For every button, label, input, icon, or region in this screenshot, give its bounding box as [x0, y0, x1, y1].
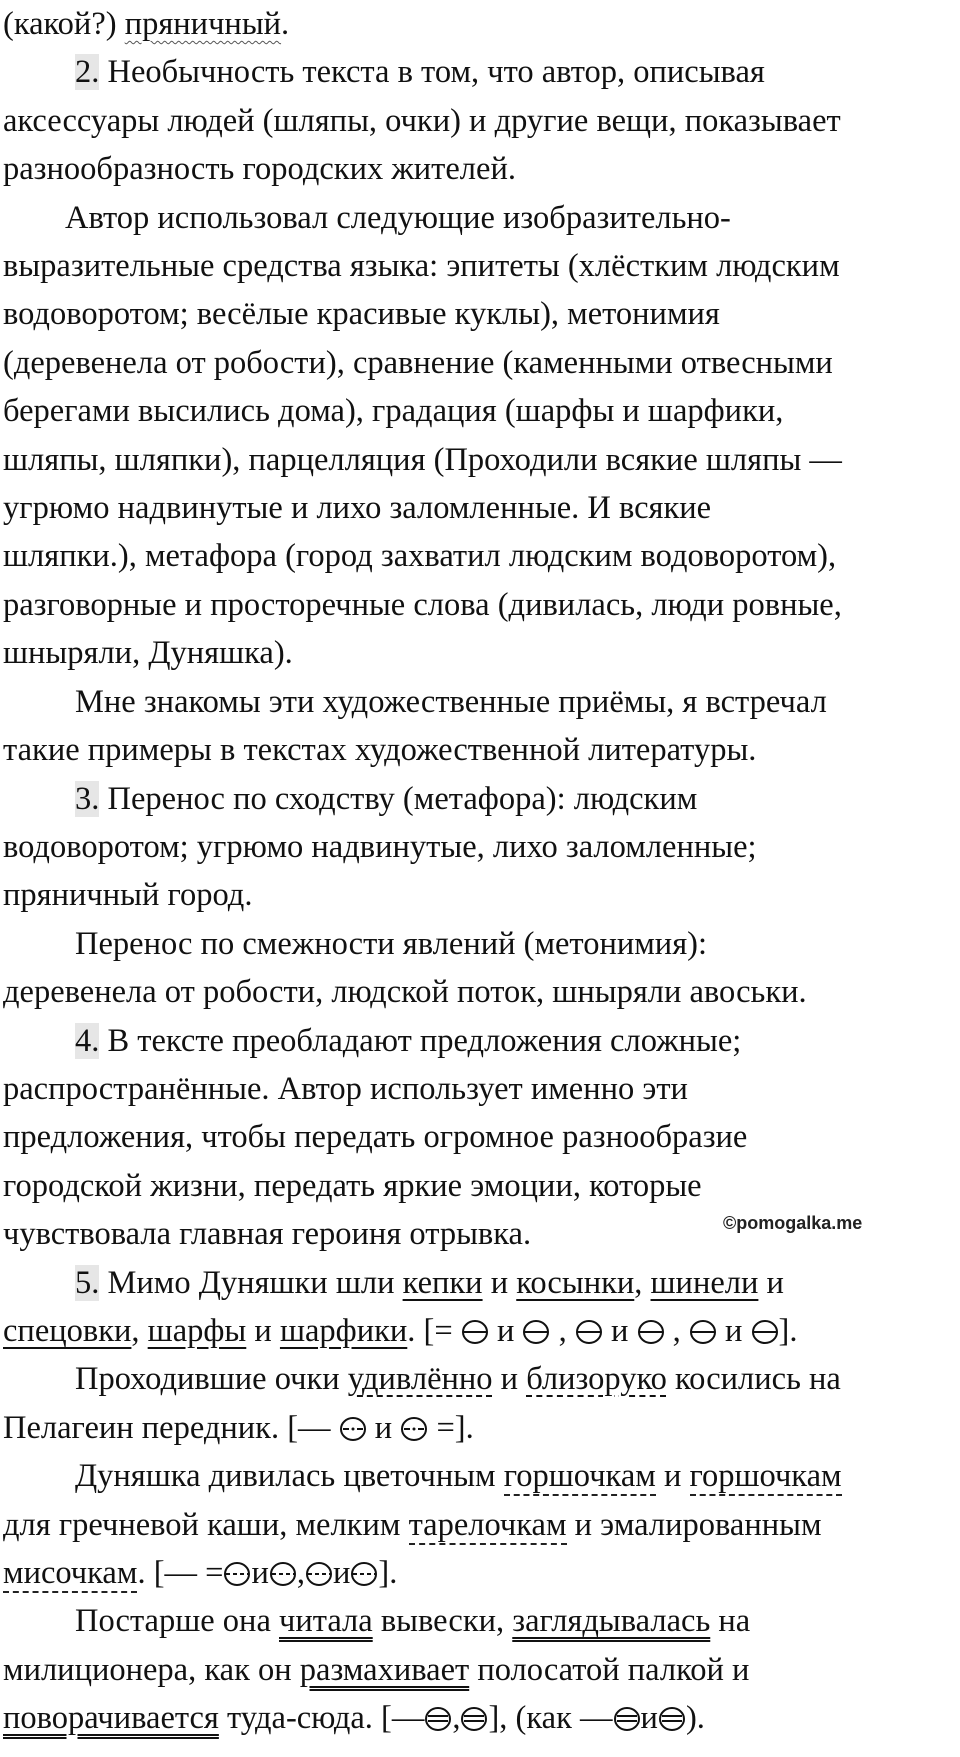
punct: .	[281, 6, 290, 42]
text: и	[333, 1555, 351, 1591]
text: и	[496, 1312, 515, 1349]
adverbial-word: удивлённо	[347, 1361, 493, 1398]
text: распространённые. Автор использует именно эти	[3, 1070, 688, 1107]
subject-word: спецовки	[3, 1312, 132, 1349]
predicate-oval-icon	[658, 1704, 686, 1732]
predicate-word: размахивает	[299, 1651, 470, 1688]
predicate-word: читала	[279, 1603, 373, 1640]
text: . [=	[407, 1312, 461, 1349]
text: и	[482, 1264, 517, 1301]
text: городской жизни, передать яркие эмоции, которые	[3, 1167, 702, 1204]
paragraph-2	[3, 48, 955, 193]
text: на	[710, 1603, 751, 1640]
text: и	[655, 1458, 690, 1495]
text: ,	[672, 1312, 681, 1349]
paragraph-5	[3, 1259, 955, 1356]
dashed-oval-icon	[305, 1559, 333, 1587]
subject-word: кепки	[402, 1264, 483, 1301]
text: шныряли, Дуняшка).	[3, 635, 293, 672]
text: такие примеры в текстах художественной литературы.	[3, 732, 757, 769]
object-oval-icon	[461, 1317, 489, 1345]
paragraph-3	[3, 775, 955, 920]
text: =].	[428, 1409, 474, 1446]
object-oval-icon	[575, 1317, 603, 1345]
text: ,	[296, 1555, 305, 1591]
question-text: (какой?)	[3, 6, 117, 42]
dashed-oval-icon	[269, 1559, 297, 1587]
text: и	[492, 1361, 527, 1398]
text: Необычность текста в том, что автор, описывая	[99, 54, 765, 91]
object-word: горшочкам	[503, 1458, 656, 1495]
text: шляпы, шляпки), парцелляция (Проходили всякие шляпы —	[3, 441, 842, 478]
text: ].	[378, 1555, 398, 1591]
text: и эмалированным	[566, 1506, 822, 1543]
text: деревенела от робости, людской поток, шныряли авоськи.	[3, 974, 807, 1011]
text: . [— =	[137, 1555, 224, 1591]
text: косились на	[666, 1361, 841, 1398]
text: и	[251, 1555, 269, 1591]
text: выразительные средства языка: эпитеты (хлёстким людским	[3, 248, 840, 285]
text: В тексте преобладают предложения сложные;	[99, 1022, 742, 1059]
adverbial-oval-icon	[339, 1414, 367, 1442]
object-oval-icon	[637, 1317, 665, 1345]
predicate-word: поворачивается	[3, 1700, 219, 1737]
text: и	[758, 1264, 784, 1301]
text: Дуняшка дивилась цветочным	[75, 1458, 504, 1495]
text: ].	[778, 1312, 798, 1349]
wavy-word: пряничный	[124, 6, 282, 42]
paragraph-7	[3, 1452, 955, 1597]
item-number: 3.	[75, 780, 100, 817]
text: угрюмо надвинутые и лихо заломленные. И всякие	[3, 490, 712, 527]
document-page	[3, 0, 955, 1743]
text: Перенос по сходству (метафора): людским	[99, 780, 698, 817]
object-oval-icon	[751, 1317, 779, 1345]
text: ).	[685, 1700, 705, 1737]
text: ], (как —	[488, 1700, 613, 1737]
text: (деревенела от робости), сравнение (каменными отвесными	[3, 344, 833, 381]
text: аксессуары людей (шляпы, очки) и другие вещи, показывает	[3, 102, 841, 139]
text: для гречневой каши, мелким	[3, 1506, 409, 1543]
subject-word: шарфы	[147, 1312, 247, 1349]
text: предложения, чтобы передать огромное разнообразие	[3, 1119, 748, 1156]
text: разнообразность городских жителей.	[3, 151, 516, 188]
text: Проходившие очки	[75, 1361, 348, 1398]
text: водоворотом; угрюмо надвинутые, лихо заломленные;	[3, 828, 757, 865]
text: вывески,	[372, 1603, 513, 1640]
text: ,	[634, 1264, 651, 1301]
text: чувствовала главная героиня отрывка.	[3, 1216, 532, 1253]
text: милиционера, как он	[3, 1651, 300, 1688]
text: берегами высились дома), градация (шарфы и шарфики,	[3, 393, 784, 430]
predicate-oval-icon	[424, 1704, 452, 1732]
paragraph-familiar	[3, 678, 955, 775]
text: Мне знакомы эти художественные приёмы, я встречал	[75, 683, 827, 720]
text: Мимо Дуняшки шли	[99, 1264, 403, 1301]
object-word: горшочкам	[689, 1458, 842, 1495]
item-number: 5.	[75, 1264, 100, 1301]
text: пряничный город.	[3, 877, 253, 914]
subject-word: шинели	[650, 1264, 759, 1301]
object-oval-icon	[522, 1317, 550, 1345]
predicate-word: заглядывалась	[512, 1603, 711, 1640]
text: и	[610, 1312, 629, 1349]
object-word: мисочкам	[3, 1555, 138, 1591]
predicate-oval-icon	[460, 1704, 488, 1732]
text: водоворотом; весёлые красивые куклы), метонимия	[3, 296, 720, 333]
text: туда-сюда. [—	[218, 1700, 425, 1737]
object-oval-icon	[689, 1317, 717, 1345]
subject-word: шарфики	[279, 1312, 408, 1349]
adverbial-word: близоруко	[526, 1361, 667, 1398]
text: ,	[452, 1700, 461, 1737]
text: Пелагеин передник. [—	[3, 1409, 339, 1446]
dashed-oval-icon	[350, 1559, 378, 1587]
text: ,	[558, 1312, 567, 1349]
watermark: ©pomogalka.me	[723, 1213, 863, 1233]
dashed-oval-icon	[223, 1559, 251, 1587]
text: и	[246, 1312, 280, 1349]
text: и	[725, 1312, 743, 1349]
text: ,	[131, 1312, 148, 1349]
paragraph-author	[3, 194, 955, 678]
line-top	[3, 0, 955, 48]
item-number: 2.	[75, 54, 100, 91]
text: полосатой палкой и	[469, 1651, 750, 1688]
text: Постарше она	[75, 1603, 279, 1640]
text: и	[640, 1700, 658, 1737]
text: разговорные и просторечные слова (дивилась, люди ровные,	[3, 586, 842, 623]
paragraph-metonymy	[3, 920, 955, 1017]
item-number: 4.	[75, 1022, 100, 1059]
paragraph-6	[3, 1355, 955, 1452]
paragraph-8	[3, 1597, 955, 1742]
object-word: тарелочкам	[408, 1506, 567, 1543]
subject-word: косынки	[516, 1264, 635, 1301]
text: и	[374, 1409, 393, 1446]
adverbial-oval-icon	[400, 1414, 428, 1442]
predicate-oval-icon	[613, 1704, 641, 1732]
text: Автор использовал следующие изобразительно-	[65, 199, 731, 236]
text: Перенос по смежности явлений (метонимия):	[75, 925, 708, 962]
text: шляпки.), метафора (город захватил людским водоворотом),	[3, 538, 837, 575]
